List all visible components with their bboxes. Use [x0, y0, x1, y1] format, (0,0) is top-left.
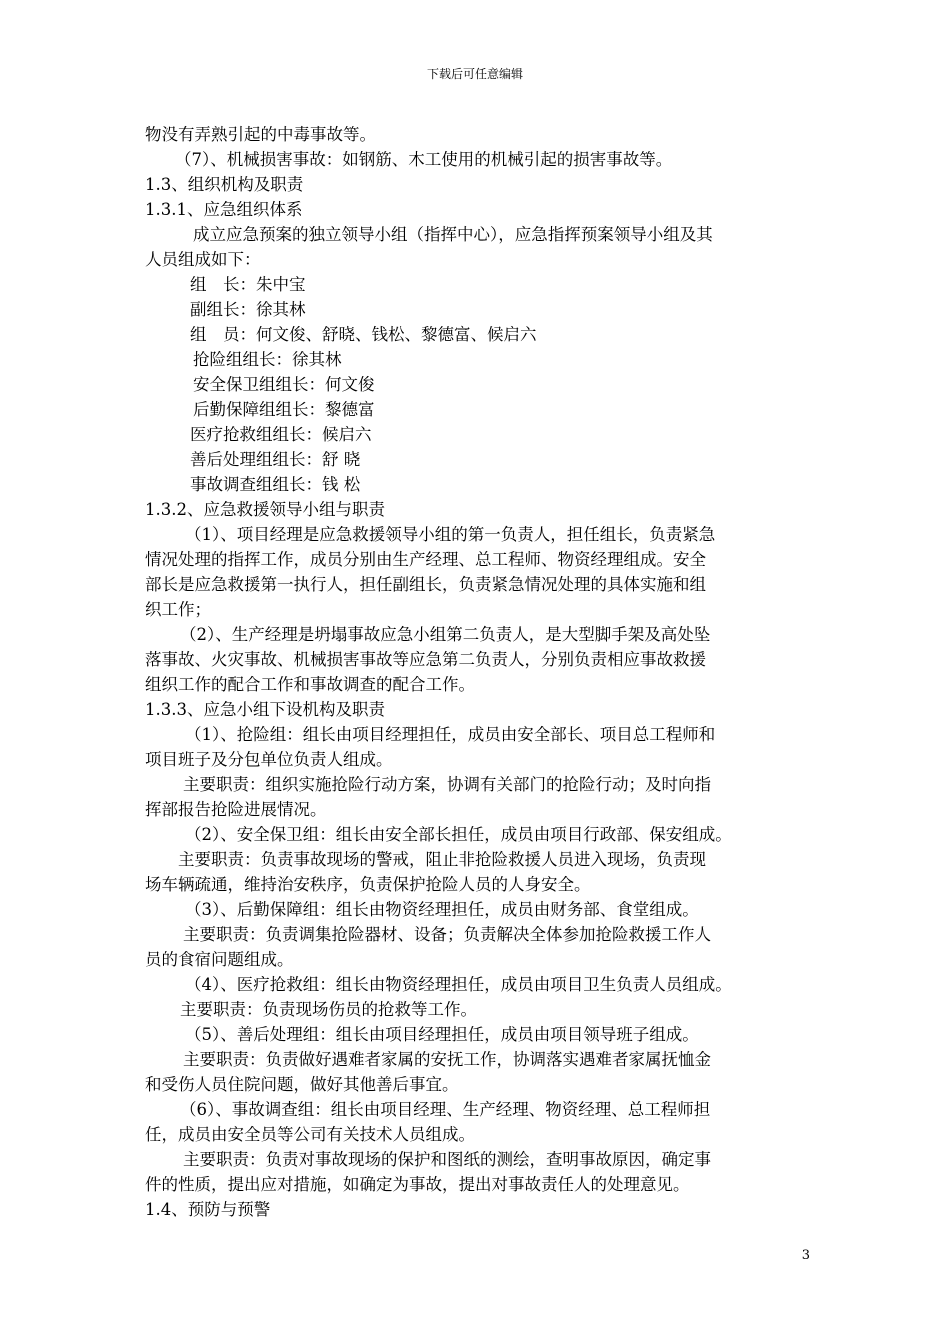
- text-line: 善后处理组组长：舒 晓: [190, 450, 361, 469]
- text-line: 挥部报告抢险进展情况。: [145, 800, 327, 819]
- text-line: 组 员：何文俊、舒晓、钱松、黎德富、候启六: [190, 325, 537, 344]
- text-line: （5）、善后处理组：组长由项目经理担任，成员由项目领导班子组成。: [185, 1025, 699, 1044]
- text-line: （6）、事故调查组：组长由项目经理、生产经理、物资经理、总工程师担: [180, 1100, 711, 1119]
- text-line: 人员组成如下：: [145, 250, 261, 269]
- text-line: 1.4、预防与预警: [145, 1200, 271, 1219]
- text-line: 成立应急预案的独立领导小组（指挥中心），应急指挥预案领导小组及其: [193, 225, 713, 244]
- text-line: （2）、安全保卫组：组长由安全部长担任，成员由项目行政部、保安组成。: [185, 825, 732, 844]
- text-line: 事故调查组组长：钱 松: [190, 475, 361, 494]
- text-line: 组 长：朱中宝: [190, 275, 306, 294]
- text-line: 组织工作的配合工作和事故调查的配合工作。: [145, 675, 475, 694]
- text-line: 情况处理的指挥工作，成员分别由生产经理、总工程师、物资经理组成。安全: [145, 550, 706, 569]
- text-line: 主要职责：负责做好遇难者家属的安抚工作，协调落实遇难者家属抚恤金: [183, 1050, 711, 1069]
- document-body: [145, 122, 815, 1222]
- text-line: 场车辆疏通，维持治安秩序，负责保护抢险人员的人身安全。: [145, 875, 591, 894]
- text-line: 主要职责：负责调集抢险器材、设备；负责解决全体参加抢险救援工作人: [183, 925, 711, 944]
- page-number: 3: [801, 1248, 810, 1263]
- text-line: 后勤保障组组长：黎德富: [193, 400, 375, 419]
- text-line: 安全保卫组组长：何文俊: [193, 375, 375, 394]
- text-line: 任，成员由安全员等公司有关技术人员组成。: [145, 1125, 475, 1144]
- text-line: 物没有弄熟引起的中毒事故等。: [145, 125, 376, 144]
- text-line: 主要职责：负责事故现场的警戒，阻止非抢险救援人员进入现场，负责现: [178, 850, 706, 869]
- text-line: 1.3.2、应急救援领导小组与职责: [145, 500, 385, 519]
- text-line: （4）、医疗抢救组：组长由物资经理担任，成员由项目卫生负责人员组成。: [185, 975, 732, 994]
- text-line: 项目班子及分包单位负责人组成。: [145, 750, 393, 769]
- text-line: （1）、抢险组：组长由项目经理担任，成员由安全部长、项目总工程师和: [185, 725, 716, 744]
- text-line: 医疗抢救组组长：候启六: [190, 425, 372, 444]
- text-line: 1.3.1、应急组织体系: [145, 200, 303, 219]
- text-line: 落事故、火灾事故、机械损害事故等应急第二负责人，分别负责相应事故救援: [145, 650, 706, 669]
- text-line: 织工作；: [145, 600, 211, 619]
- text-line: （1）、项目经理是应急救援领导小组的第一负责人，担任组长，负责紧急: [185, 525, 716, 544]
- text-line: 和受伤人员住院问题，做好其他善后事宜。: [145, 1075, 459, 1094]
- text-line: 件的性质，提出应对措施，如确定为事故，提出对事故责任人的处理意见。: [145, 1175, 690, 1194]
- text-line: （7）、机械损害事故：如钢筋、木工使用的机械引起的损害事故等。: [175, 150, 673, 169]
- text-line: 部长是应急救援第一执行人，担任副组长，负责紧急情况处理的具体实施和组: [145, 575, 706, 594]
- text-line: 主要职责：负责现场伤员的抢救等工作。: [180, 1000, 477, 1019]
- text-line: 员的食宿问题组成。: [145, 950, 294, 969]
- text-line: 1.3、组织机构及职责: [145, 175, 304, 194]
- text-line: 1.3.3、应急小组下设机构及职责: [145, 700, 385, 719]
- text-line: 抢险组组长：徐其林: [193, 350, 342, 369]
- text-line: 主要职责：负责对事故现场的保护和图纸的测绘，查明事故原因，确定事: [183, 1150, 711, 1169]
- text-line: 副组长：徐其林: [190, 300, 306, 319]
- text-line: （2）、生产经理是坍塌事故应急小组第二负责人，是大型脚手架及高处坠: [180, 625, 711, 644]
- page-header: 下载后可任意编辑: [426, 67, 523, 81]
- text-line: （3）、后勤保障组：组长由物资经理担任，成员由财务部、食堂组成。: [185, 900, 699, 919]
- text-line: 主要职责：组织实施抢险行动方案，协调有关部门的抢险行动；及时向指: [183, 775, 711, 794]
